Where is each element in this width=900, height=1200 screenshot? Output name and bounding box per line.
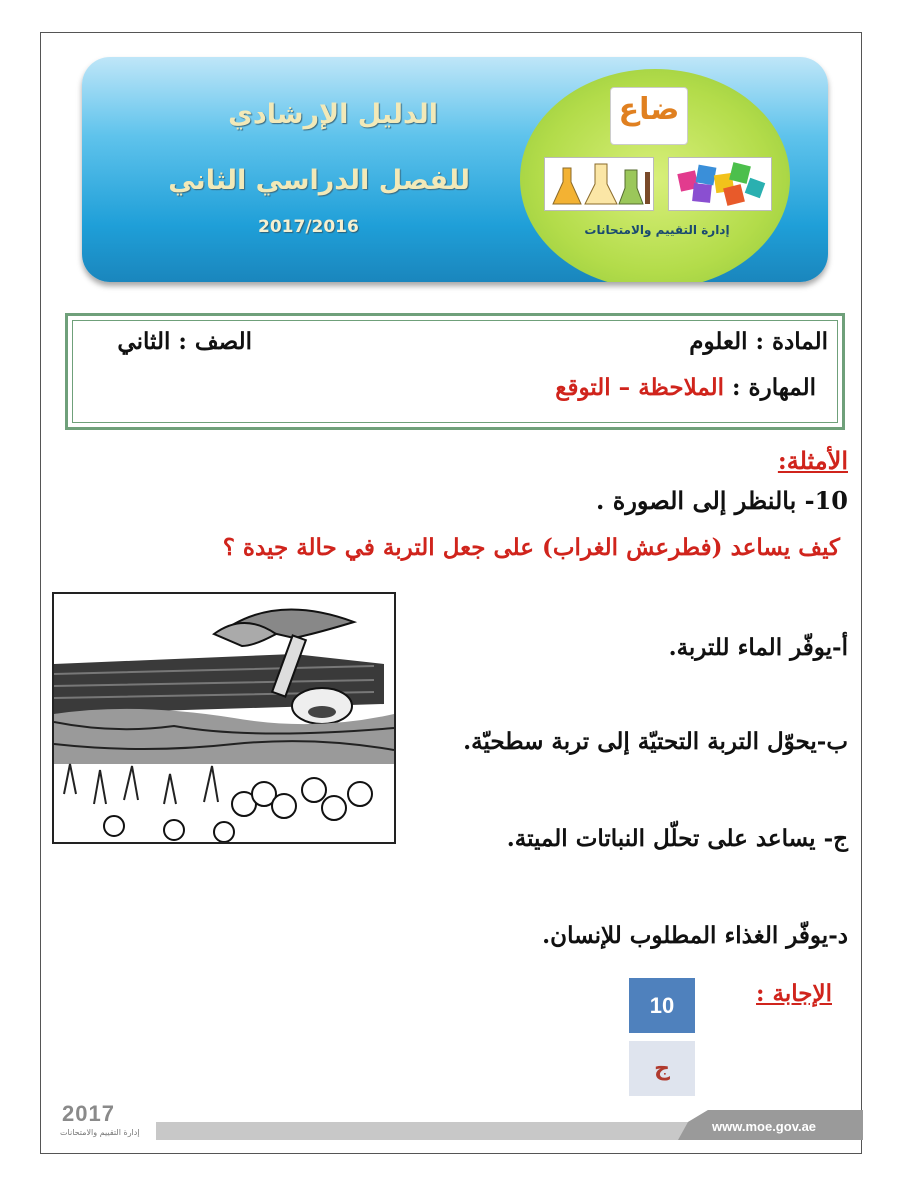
- flask-icon: [545, 158, 653, 210]
- answer-letter: ج: [629, 1041, 695, 1096]
- question-prompt: كيف يساعد (فطرعش الغراب) على جعل التربة في حالة جيدة ؟: [222, 534, 840, 561]
- mushroom-illustration: [52, 592, 396, 844]
- option-b: ب-يحوّل التربة التحتيّة إلى تربة سطحيّة.: [463, 728, 848, 755]
- skill-line: [555, 374, 816, 401]
- banner-subtitle: للفصل الدراسي الثاني: [168, 165, 470, 196]
- answer-number: 10: [629, 978, 695, 1033]
- answer-label: الإجابة :: [756, 980, 832, 1007]
- banner-year: 2017/2016: [258, 217, 359, 237]
- lab-glassware-image: [544, 157, 654, 211]
- subject-label: المادة : العلوم: [689, 328, 828, 355]
- info-box: [65, 313, 845, 430]
- question-number-line: 10- بالنظر إلى الصورة .: [596, 486, 848, 515]
- header-banner: [82, 57, 828, 282]
- option-c: ج- يساعد على تحلّل النباتات الميتة.: [506, 825, 848, 852]
- footer-department: إدارة التقييم والامتحانات: [60, 1128, 140, 1137]
- examples-heading: الأمثلة:: [777, 446, 848, 475]
- logo-card: [610, 87, 688, 145]
- banner-department: إدارة التقييم والامتحانات: [584, 223, 730, 237]
- numbers-icon: [669, 158, 771, 210]
- skill-label: المهارة :: [724, 374, 816, 401]
- option-d: د-يوفّر الغذاء المطلوب للإنسان.: [542, 922, 848, 949]
- footer-year: 2017: [62, 1101, 115, 1126]
- option-a: أ-يوفّر الماء للتربة.: [668, 634, 848, 661]
- logo-text: ضاع: [618, 92, 680, 127]
- mushroom-soil-icon: [54, 594, 394, 842]
- banner-title: الدليل الإرشادي: [228, 99, 438, 130]
- skill-value: الملاحظة – التوقع: [555, 374, 725, 401]
- colorful-numbers-image: [668, 157, 772, 211]
- footer-url: www.moe.gov.ae: [712, 1119, 817, 1134]
- grade-label: الصف : الثاني: [117, 328, 252, 355]
